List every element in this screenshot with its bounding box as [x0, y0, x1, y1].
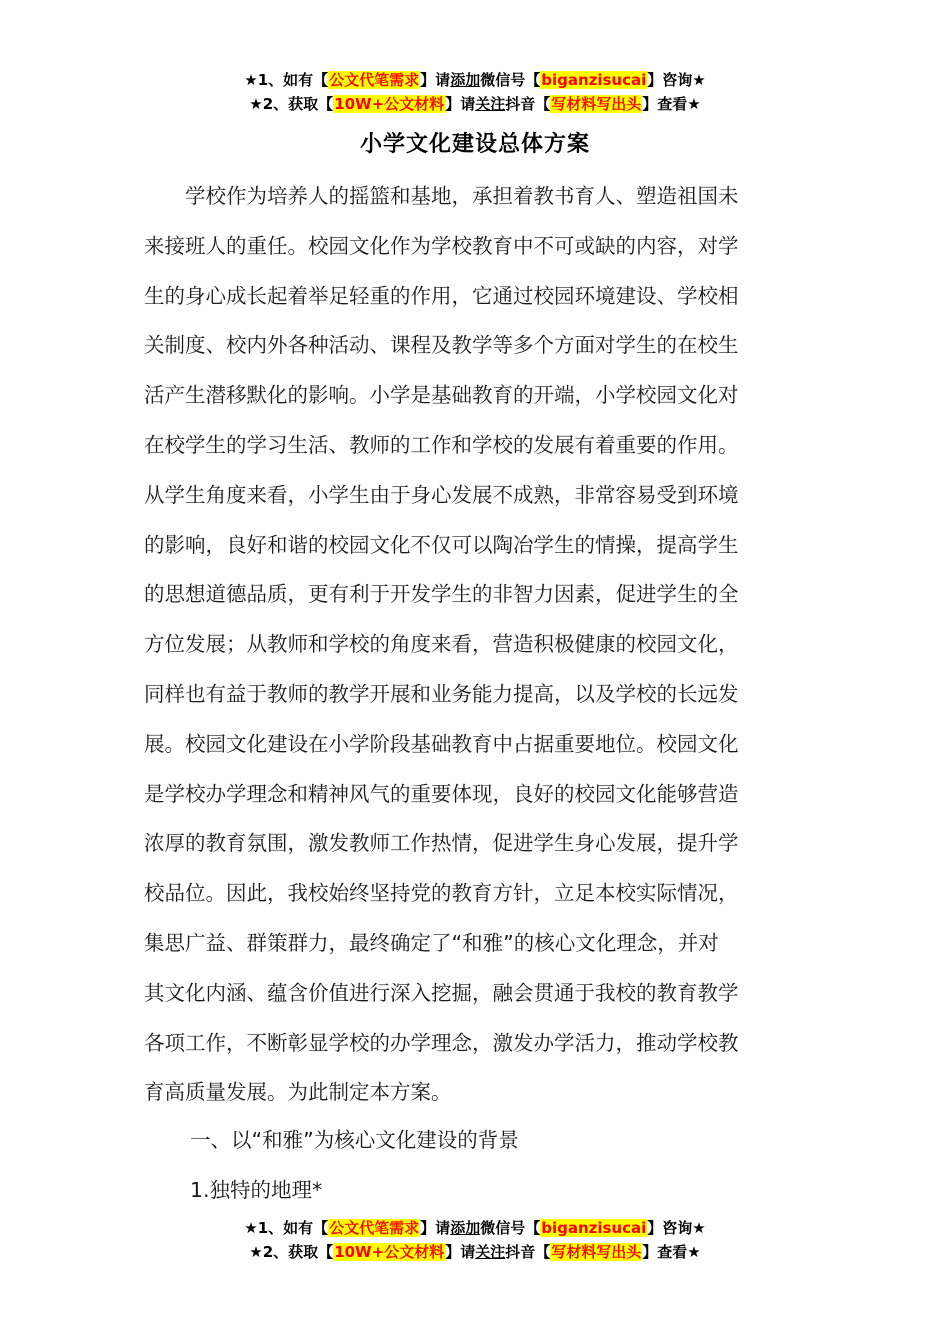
paragraph-line: 的思想道德品质，更有利于开发学生的非智力因素，促进学生的全: [144, 582, 739, 607]
banner-text: 】请: [445, 95, 476, 113]
banner-text: 】请: [420, 71, 451, 89]
paragraph-line: 展。校园文化建设在小学阶段基础教育中占据重要地位。校园文化: [144, 731, 739, 756]
section-heading: 一、以“和雅”为核心文化建设的背景: [190, 1128, 519, 1152]
banner-text: 微信号【: [480, 1219, 541, 1237]
highlight-service: 公文代笔需求: [329, 71, 420, 89]
paragraph-line: 从学生角度来看，小学生由于身心发展不成熟，非常容易受到环境: [144, 482, 739, 507]
footer-ad-banner: [0, 1216, 950, 1264]
banner-text: 】请: [445, 1243, 476, 1261]
banner-line-1: [0, 1216, 950, 1240]
banner-text: 微信号【: [480, 71, 541, 89]
highlight-wechat-id: biganzisucai: [541, 71, 647, 89]
paragraph-line: 关制度、校内外各种活动、课程及教学等多个方面对学生的在校生: [144, 333, 739, 358]
banner-text: ★1、如有【: [244, 71, 329, 89]
paragraph-line: 校品位。因此，我校始终坚持党的教育方针，立足本校实际情况，: [144, 881, 739, 906]
paragraph-line: 的影响，良好和谐的校园文化不仅可以陶冶学生的情操，提高学生: [144, 532, 739, 557]
highlight-douyin-account: 写材料写出头: [551, 95, 642, 113]
banner-underlined-text: 添加: [450, 1219, 481, 1237]
paragraph-line: 生的身心成长起着举足轻重的作用，它通过校园环境建设、学校相: [144, 283, 739, 308]
paragraph-line: 育高质量发展。为此制定本方案。: [144, 1080, 452, 1105]
paragraph-line: 其文化内涵、蕴含价值进行深入挖掘，融会贯通于我校的教育教学: [144, 980, 739, 1005]
banner-text: 】咨询★: [647, 1219, 706, 1237]
banner-text: 抖音【: [505, 95, 551, 113]
highlight-materials: 10W+公文材料: [334, 95, 445, 113]
document-title: 小学文化建设总体方案: [359, 132, 590, 157]
paragraph-line: 是学校办学理念和精神风气的重要体现，良好的校园文化能够营造: [144, 781, 739, 806]
banner-text: 】咨询★: [647, 71, 706, 89]
banner-text: ★2、获取【: [249, 95, 334, 113]
banner-underlined-text: 添加: [450, 71, 481, 89]
highlight-douyin-account: 写材料写出头: [551, 1243, 642, 1261]
paragraph-line: 活产生潜移默化的影响。小学是基础教育的开端，小学校园文化对: [144, 383, 739, 408]
banner-underlined-text: 关注: [475, 1243, 506, 1261]
banner-text: 】查看★: [642, 95, 701, 113]
paragraph-line: 浓厚的教育氛围，激发教师工作热情，促进学生身心发展，提升学: [144, 831, 739, 856]
banner-text: 】查看★: [642, 1243, 701, 1261]
banner-text: ★2、获取【: [249, 1243, 334, 1261]
banner-line-2: [0, 1240, 950, 1264]
subsection-heading: 1.独特的地理*: [190, 1178, 323, 1202]
paragraph-line: 方位发展；从教师和学校的角度来看，营造积极健康的校园文化，: [144, 632, 739, 657]
paragraph-line: 来接班人的重任。校园文化作为学校教育中不可或缺的内容，对学: [144, 233, 739, 258]
paragraph-line: 同样也有益于教师的教学开展和业务能力提高，以及学校的长远发: [144, 681, 739, 706]
header-ad-banner: [0, 68, 950, 116]
banner-text: 抖音【: [505, 1243, 551, 1261]
banner-line-1: [0, 68, 950, 92]
banner-text: 】请: [420, 1219, 451, 1237]
banner-underlined-text: 关注: [475, 95, 506, 113]
paragraph-line: 在校学生的学习生活、教师的工作和学校的发展有着重要的作用。: [144, 432, 739, 457]
highlight-wechat-id: biganzisucai: [541, 1219, 647, 1237]
highlight-service: 公文代笔需求: [329, 1219, 420, 1237]
paragraph-line: 集思广益、群策群力，最终确定了“和雅”的核心文化理念，并对: [144, 930, 719, 955]
banner-line-2: [0, 92, 950, 116]
highlight-materials: 10W+公文材料: [334, 1243, 445, 1261]
banner-text: ★1、如有【: [244, 1219, 329, 1237]
document-body-paragraph: [144, 172, 810, 1118]
paragraph-line: 各项工作，不断彰显学校的办学理念，激发办学活力，推动学校教: [144, 1030, 739, 1055]
paragraph-line: 学校作为培养人的摇篮和基地，承担着教书育人、塑造祖国未: [144, 184, 739, 208]
